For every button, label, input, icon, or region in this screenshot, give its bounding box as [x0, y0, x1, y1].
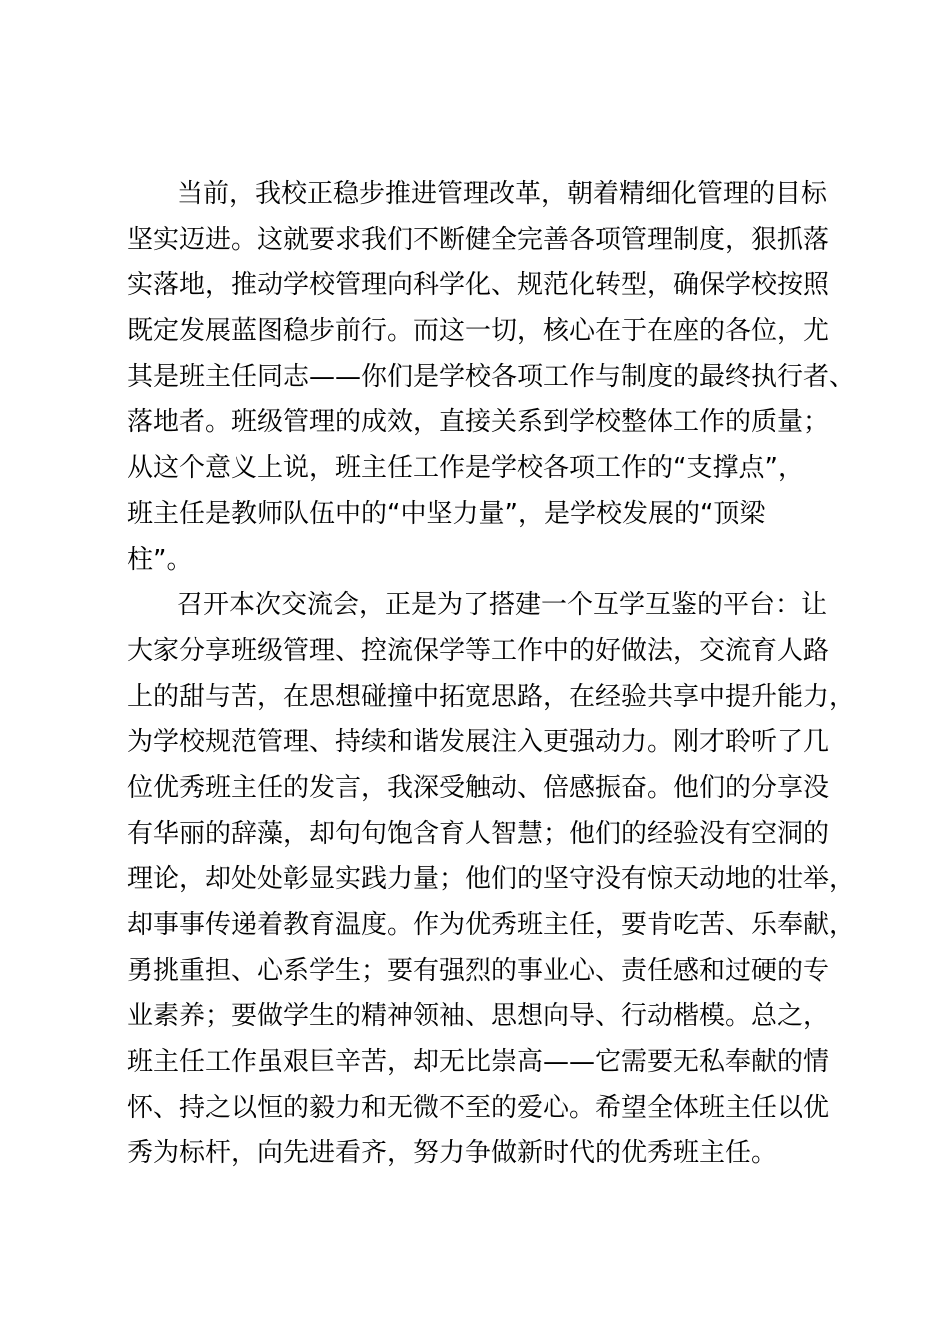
paragraph-line: 落地者。班级管理的成效，直接关系到学校整体工作的质量； [127, 407, 830, 438]
paragraph-line: 却事事传递着教育温度。作为优秀班主任，要肯吃苦、乐奉献， [127, 910, 856, 940]
paragraph-line: 秀为标杆，向先进看齐，努力争做新时代的优秀班主任。 [127, 1138, 778, 1169]
paragraph-line: 理论，却处处彰显实践力量；他们的坚守没有惊天动地的壮举， [127, 864, 856, 895]
paragraph-line: 班主任是教师队伍中的“中坚力量”，是学校发展的“顶梁 [127, 498, 766, 529]
paragraph-line: 怀、持之以恒的毅力和无微不至的爱心。希望全体班主任以优 [127, 1092, 830, 1123]
paragraph-line: 坚实迈进。这就要求我们不断健全完善各项管理制度，狠抓落 [127, 224, 830, 255]
paragraph-line: 当前，我校正稳步推进管理改革，朝着精细化管理的目标 [177, 179, 828, 209]
paragraph-2 [127, 583, 856, 1177]
paragraph-line: 召开本次交流会，正是为了搭建一个互学互鉴的平台：让 [177, 590, 828, 621]
paragraph-line: 勇挑重担、心系学生；要有强烈的事业心、责任感和过硬的专 [127, 955, 830, 986]
paragraph-1 [127, 172, 856, 583]
paragraph-line: 业素养；要做学生的精神领袖、思想向导、行动楷模。总之， [127, 1001, 830, 1032]
paragraph-line: 有华丽的辞藻，却句句饱含育人智慧；他们的经验没有空洞的 [127, 818, 830, 849]
paragraph-line: 位优秀班主任的发言，我深受触动、倍感振奋。他们的分享没 [127, 772, 830, 803]
paragraph-line: 大家分享班级管理、控流保学等工作中的好做法，交流育人路 [127, 635, 830, 666]
paragraph-line: 从这个意义上说，班主任工作是学校各项工作的“支撑点”， [127, 453, 804, 484]
body-text [127, 172, 856, 1177]
paragraph-line: 为学校规范管理、持续和谐发展注入更强动力。刚才聆听了几 [127, 727, 830, 758]
paragraph-line: 班主任工作虽艰巨辛苦，却无比崇高——它需要无私奉献的情 [127, 1047, 830, 1078]
paragraph-line: 上的甜与苦，在思想碰撞中拓宽思路，在经验共享中提升能力， [127, 681, 856, 712]
paragraph-line: 柱”。 [127, 544, 193, 575]
paragraph-line: 实落地，推动学校管理向科学化、规范化转型，确保学校按照 [127, 270, 830, 301]
paragraph-line: 既定发展蓝图稳步前行。而这一切，核心在于在座的各位，尤 [127, 316, 830, 347]
paragraph-line: 其是班主任同志——你们是学校各项工作与制度的最终执行者、 [127, 361, 856, 392]
